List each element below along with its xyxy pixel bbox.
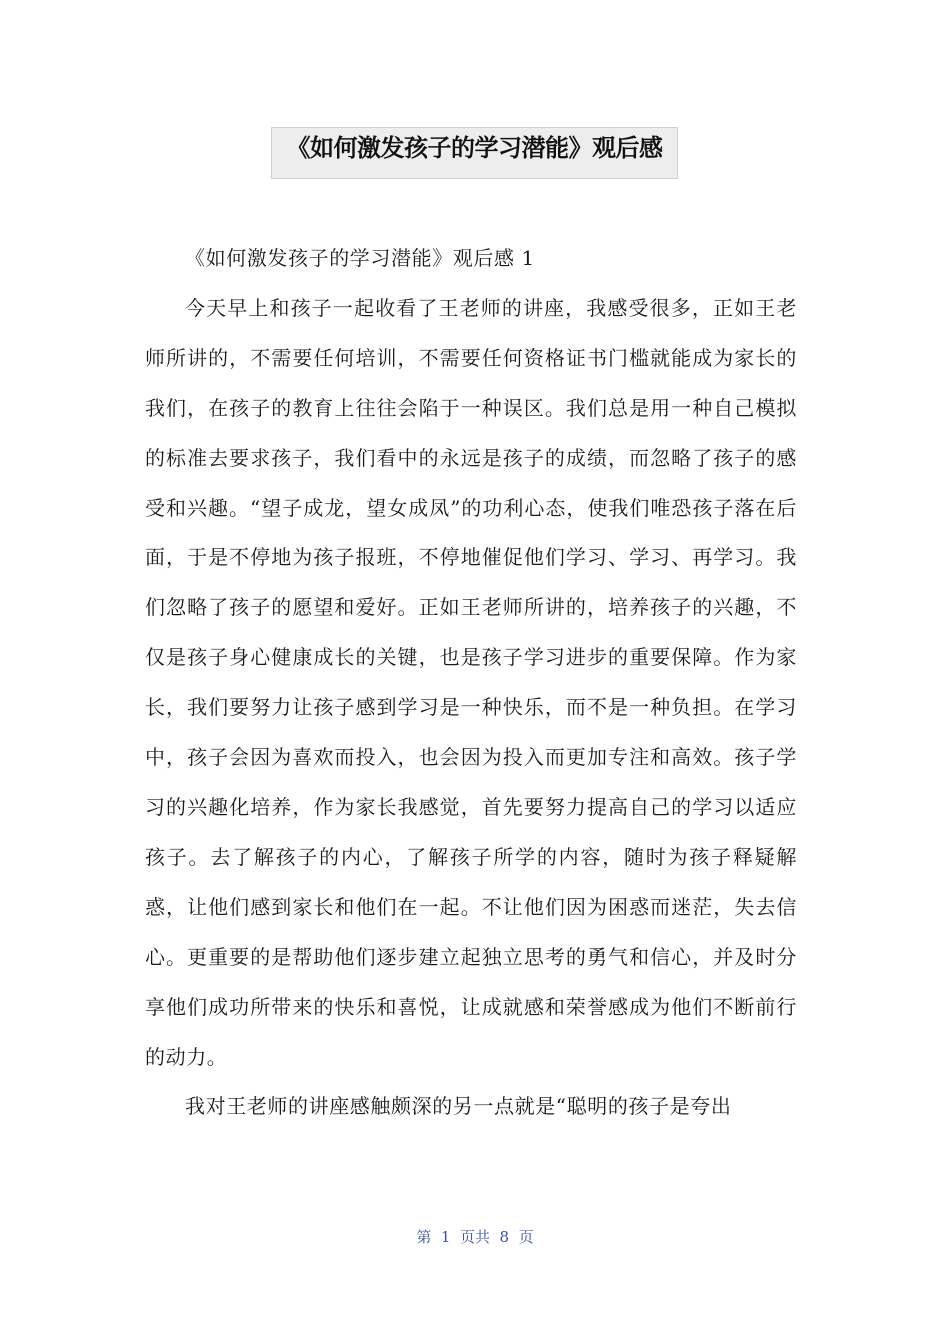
document-body [145, 234, 797, 1132]
document-title: 《如何激发孩子的学习潜能》观后感 [286, 134, 663, 162]
paragraph-1: 今天早上和孩子一起收看了王老师的讲座，我感受很多，正如王老师所讲的，不需要任何培训，不需要任何资格证书门槛就能成为家长的我们，在孩子的教育上往往会陷于一种误区。我们总是用一种自己模拟的标准去要求孩子，我们看中的永远是孩子的成绩，而忽略了孩子的感受和兴趣。“望子成龙，望女成凤”的功利心态，使我们唯恐孩子落在后面，于是不停地为孩子报班，不停地催促他们学习、学习、再学习。我们忽略了孩子的愿望和爱好。正如王老师所讲的，培养孩子的兴趣，不仅是孩子身心健康成长的关键，也是孩子学习进步的重要保障。作为家长，我们要努力让孩子感到学习是一种快乐，而不是一种负担。在学习中，孩子会因为喜欢而投入，也会因为投入而更加专注和高效。孩子学习的兴趣化培养，作为家长我感觉，首先要努力提高自己的学习以适应孩子。去了解孩子的内心，了解孩子所学的内容，随时为孩子释疑解惑，让他们感到家长和他们在一起。不让他们因为困惑而迷茫，失去信心。更重要的是帮助他们逐步建立起独立思考的勇气和信心，并及时分享他们成功所带来的快乐和喜悦，让成就感和荣誉感成为他们不断前行的动力。 [145, 295, 797, 1069]
section-heading: 《如何激发孩子的学习潜能》观后感 1 [185, 246, 535, 270]
paragraph-2: 我对王老师的讲座感触颇深的另一点就是“聪明的孩子是夸出 [185, 1094, 732, 1119]
page-footer: 第 1 页共 8 页 [416, 1228, 534, 1246]
